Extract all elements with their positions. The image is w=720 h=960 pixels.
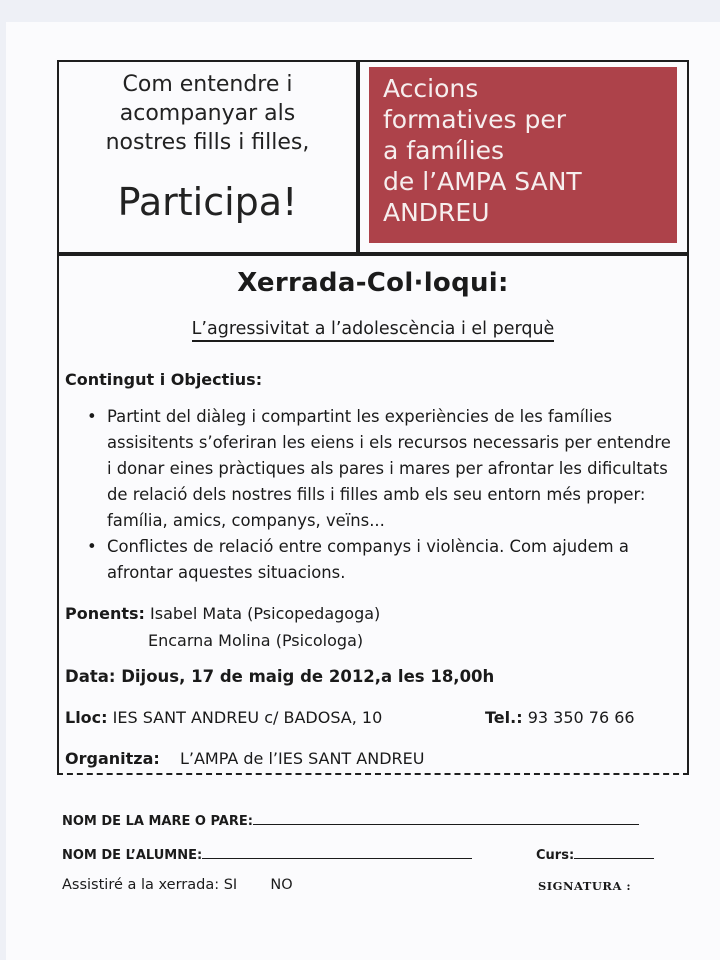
student-name-line [202,846,472,859]
header-tagline [59,70,356,157]
cut-line [57,773,689,775]
student-name-label: NOM DE L’ALUMNE: [62,848,203,863]
attendance-label: Assistiré a la xerrada: [62,877,220,893]
location-row [65,708,685,727]
red-box-line: a famílies [383,136,504,165]
parent-name-line [253,812,639,825]
header-divider-vertical [356,62,360,252]
date-row [65,667,494,686]
red-box-text [383,73,673,228]
curs-field [536,846,654,863]
parent-name-label: NOM DE LA MARE O PARE: [62,814,253,829]
red-box-line: ANDREU [383,198,490,227]
header-red-box [369,67,677,243]
curs-label: Curs: [536,848,575,863]
parent-name-field [62,812,639,829]
list-item: • Conflictes de relació entre companys i violència. Com ajudem a afrontar aquestes situacions. [87,534,677,586]
organizer-row [65,749,424,768]
location-value: IES SANT ANDREU c/ BADOSA, 10 [112,708,383,727]
tagline-line: acompanyar als [119,101,296,126]
location-label: Lloc: [65,708,108,727]
red-box-line: formatives per [383,105,567,134]
student-name-field [62,846,472,863]
organizer-label: Organitza: [65,749,160,768]
header-left [59,62,356,252]
tagline-line: Com entendre i [122,72,293,97]
phone-value: 93 350 76 66 [527,708,635,727]
list-item: • Partint del diàleg i compartint les experiències de les famílies assisitents s’oferiran les eiens i els recursos necessaris per entendre i donar eines pràctiques als pares i mares per afrontar les dificultats de relació dels nostres fills i filles amb els seu entorn més proper: família, amics, companys, veïns... [87,404,677,534]
red-box-line: de l’AMPA SANT [383,167,582,196]
red-box-line: Accions [383,74,479,103]
curs-line [574,846,654,859]
participa-heading: Participa! [117,180,298,224]
date-value: Dijous, 17 de maig de 2012,a les 18,00h [121,667,495,686]
ponents-label: Ponents: [65,604,145,623]
date-label: Data: [65,667,116,686]
organizer-value: L’AMPA de l’IES SANT ANDREU [179,749,425,768]
signature-label: SIGNATURA : [538,879,632,893]
ponents-block [65,600,380,654]
ponent-1: Isabel Mata (Psicopedagoga) [150,604,381,623]
contingut-heading: Contingut i Objectius: [65,370,263,389]
ponent-2: Encarna Molina (Psicologa) [148,631,364,650]
flyer-frame [57,60,689,775]
talk-title: Xerrada-Col·loqui: [237,268,509,298]
talk-subtitle [59,319,687,339]
header-divider-horizontal [59,252,687,256]
phone-label: Tel.: [485,708,523,727]
objectives-list [87,404,677,586]
talk-subtitle-text: L’agressivitat a l’adolescència i el perquè [192,319,555,342]
attendance-no: NO [270,877,293,893]
tagline-line: nostres fills i filles, [105,130,310,155]
attendance-yes: SI [223,877,238,893]
attendance-row [62,877,293,893]
phone [485,708,635,727]
